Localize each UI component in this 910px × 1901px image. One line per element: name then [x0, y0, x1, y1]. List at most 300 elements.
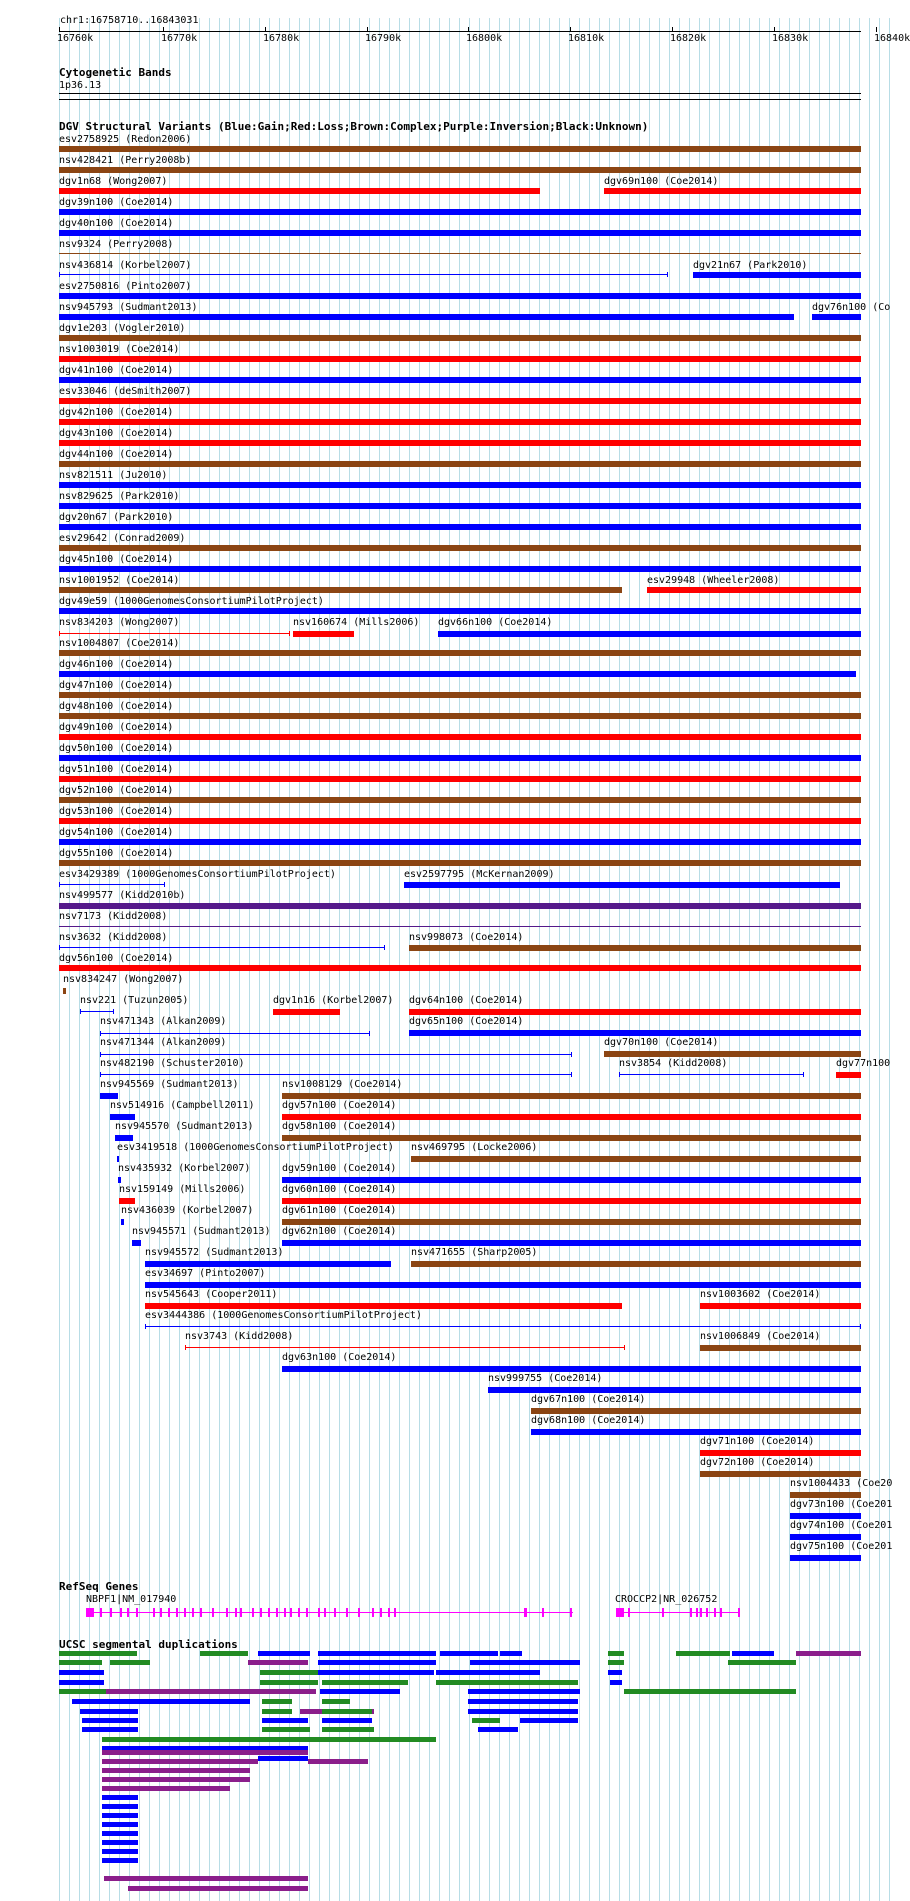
dgv-feature-label[interactable]: dgv49e59 (1000GenomesConsortiumPilotProject): [59, 596, 324, 607]
dgv-feature-label[interactable]: nsv834203 (Wong2007): [59, 617, 180, 628]
dgv-feature-label[interactable]: nsv471655 (Sharp2005): [411, 1247, 538, 1258]
gene-exon[interactable]: [235, 1608, 237, 1617]
dgv-feature-label[interactable]: nsv1006849 (Coe2014): [700, 1331, 821, 1342]
dgv-feature-label[interactable]: dgv47n100 (Coe2014): [59, 680, 174, 691]
segdup-block[interactable]: [728, 1660, 796, 1665]
dgv-feature-line[interactable]: [59, 884, 165, 885]
segdup-block[interactable]: [262, 1709, 292, 1714]
segdup-block[interactable]: [318, 1651, 436, 1656]
dgv-feature-bar[interactable]: [59, 398, 861, 404]
dgv-feature-label[interactable]: nsv3743 (Kidd2008): [185, 1331, 294, 1342]
gene-exon[interactable]: [662, 1608, 664, 1617]
gene-exon[interactable]: [160, 1608, 162, 1617]
dgv-feature-bar[interactable]: [59, 440, 861, 446]
dgv-feature-bar[interactable]: [59, 818, 861, 824]
dgv-feature-label[interactable]: nsv436039 (Korbel2007): [121, 1205, 254, 1216]
dgv-feature-bar[interactable]: [531, 1408, 861, 1414]
dgv-feature-label[interactable]: nsv998073 (Coe2014): [409, 932, 524, 943]
dgv-feature-bar[interactable]: [59, 545, 861, 551]
dgv-feature-label[interactable]: dgv74n100 (Coe201: [790, 1520, 893, 1531]
dgv-feature-label[interactable]: nsv160674 (Mills2006): [293, 617, 420, 628]
segdup-block[interactable]: [59, 1680, 104, 1685]
dgv-feature-bar[interactable]: [100, 1093, 118, 1099]
dgv-feature-bar[interactable]: [117, 1156, 119, 1162]
dgv-feature-bar[interactable]: [488, 1387, 861, 1393]
dgv-feature-label[interactable]: nsv482190 (Schuster2010): [100, 1058, 245, 1069]
dgv-feature-label[interactable]: dgv45n100 (Coe2014): [59, 554, 174, 565]
dgv-feature-bar[interactable]: [59, 314, 794, 320]
segdup-block[interactable]: [262, 1727, 310, 1732]
segdup-block[interactable]: [102, 1831, 138, 1836]
gene-exon[interactable]: [127, 1608, 129, 1617]
dgv-feature-bar[interactable]: [282, 1093, 861, 1099]
dgv-feature-label[interactable]: dgv53n100 (Coe2014): [59, 806, 174, 817]
gene-label-nbpf1[interactable]: NBPF1|NM_017940: [86, 1594, 177, 1605]
dgv-feature-label[interactable]: esv2758925 (Redon2006): [59, 134, 192, 145]
dgv-feature-bar[interactable]: [59, 797, 861, 803]
dgv-feature-bar[interactable]: [59, 230, 861, 236]
dgv-feature-label[interactable]: esv29948 (Wheeler2008): [647, 575, 780, 586]
segdup-block[interactable]: [624, 1689, 796, 1694]
segdup-block[interactable]: [320, 1689, 400, 1694]
segdup-block[interactable]: [128, 1886, 308, 1891]
dgv-feature-label[interactable]: nsv436814 (Korbel2007): [59, 260, 192, 271]
segdup-block[interactable]: [472, 1718, 500, 1723]
dgv-feature-label[interactable]: dgv1e203 (Vogler2010): [59, 323, 186, 334]
gene-exon[interactable]: [380, 1608, 382, 1617]
gene-exon[interactable]: [100, 1608, 102, 1617]
dgv-feature-label[interactable]: nsv1003602 (Coe2014): [700, 1289, 821, 1300]
gene-exon[interactable]: [372, 1608, 374, 1617]
dgv-feature-bar[interactable]: [59, 671, 856, 677]
gene-exon[interactable]: [260, 1608, 262, 1617]
segdup-block[interactable]: [478, 1727, 518, 1732]
dgv-feature-bar[interactable]: [836, 1072, 861, 1078]
dgv-feature-bar[interactable]: [282, 1240, 861, 1246]
gene-exon[interactable]: [542, 1608, 544, 1617]
gene-exon[interactable]: [192, 1608, 194, 1617]
segdup-block[interactable]: [80, 1709, 138, 1714]
dgv-feature-bar[interactable]: [790, 1513, 861, 1519]
segdup-block[interactable]: [608, 1651, 624, 1656]
dgv-feature-label[interactable]: dgv70n100 (Coe2014): [604, 1037, 719, 1048]
dgv-feature-label[interactable]: dgv51n100 (Coe2014): [59, 764, 174, 775]
gene-exon[interactable]: [358, 1608, 360, 1617]
segdup-block[interactable]: [102, 1858, 138, 1863]
segdup-block[interactable]: [102, 1813, 138, 1818]
dgv-feature-label[interactable]: nsv1001952 (Coe2014): [59, 575, 180, 586]
segdup-block[interactable]: [322, 1699, 350, 1704]
dgv-feature-bar[interactable]: [531, 1429, 861, 1435]
dgv-feature-bar[interactable]: [700, 1471, 861, 1477]
dgv-feature-label[interactable]: esv33046 (deSmith2007): [59, 386, 192, 397]
gene-exon[interactable]: [120, 1608, 122, 1617]
segdup-block[interactable]: [322, 1727, 374, 1732]
dgv-feature-label[interactable]: dgv66n100 (Coe2014): [438, 617, 553, 628]
gene-exon[interactable]: [706, 1608, 708, 1617]
segdup-block[interactable]: [102, 1786, 230, 1791]
gene-exon[interactable]: [268, 1608, 270, 1617]
segdup-block[interactable]: [102, 1804, 138, 1809]
gene-exon[interactable]: [628, 1608, 630, 1617]
dgv-feature-bar[interactable]: [411, 1261, 861, 1267]
dgv-feature-label[interactable]: dgv54n100 (Coe2014): [59, 827, 174, 838]
dgv-feature-bar[interactable]: [273, 1009, 340, 1015]
dgv-feature-label[interactable]: dgv76n100 (Co: [812, 302, 891, 313]
gene-exon[interactable]: [318, 1608, 320, 1617]
dgv-feature-label[interactable]: dgv58n100 (Coe2014): [282, 1121, 397, 1132]
dgv-feature-bar[interactable]: [59, 524, 861, 530]
gene-exon[interactable]: [346, 1608, 348, 1617]
dgv-feature-label[interactable]: dgv63n100 (Coe2014): [282, 1352, 397, 1363]
dgv-feature-label[interactable]: nsv428421 (Perry2008b): [59, 155, 192, 166]
gene-exon[interactable]: [524, 1608, 527, 1617]
dgv-feature-bar[interactable]: [59, 209, 861, 215]
segdup-block[interactable]: [468, 1699, 578, 1704]
segdup-block[interactable]: [260, 1670, 318, 1675]
dgv-feature-label[interactable]: dgv64n100 (Coe2014): [409, 995, 524, 1006]
dgv-feature-bar[interactable]: [59, 587, 622, 593]
segdup-block[interactable]: [796, 1651, 861, 1656]
dgv-feature-label[interactable]: dgv1n16 (Korbel2007): [273, 995, 394, 1006]
segdup-block[interactable]: [106, 1689, 316, 1694]
dgv-feature-label[interactable]: dgv57n100 (Coe2014): [282, 1100, 397, 1111]
dgv-feature-bar[interactable]: [59, 419, 861, 425]
gene-exon[interactable]: [388, 1608, 390, 1617]
segdup-block[interactable]: [262, 1699, 292, 1704]
dgv-feature-bar[interactable]: [700, 1450, 861, 1456]
segdup-block[interactable]: [102, 1849, 138, 1854]
dgv-feature-label[interactable]: nsv1004433 (Coe20: [790, 1478, 893, 1489]
dgv-feature-line[interactable]: [100, 1054, 572, 1055]
segdup-block[interactable]: [102, 1750, 308, 1755]
dgv-feature-label[interactable]: dgv60n100 (Coe2014): [282, 1184, 397, 1195]
gene-exon[interactable]: [212, 1608, 214, 1617]
segdup-block[interactable]: [102, 1777, 250, 1782]
dgv-feature-bar[interactable]: [145, 1282, 861, 1288]
segdup-block[interactable]: [59, 1670, 104, 1675]
gene-exon[interactable]: [176, 1608, 178, 1617]
dgv-feature-label[interactable]: dgv48n100 (Coe2014): [59, 701, 174, 712]
dgv-feature-bar[interactable]: [409, 945, 861, 951]
dgv-feature-label[interactable]: esv29642 (Conrad2009): [59, 533, 186, 544]
dgv-feature-bar[interactable]: [59, 965, 861, 971]
dgv-feature-bar[interactable]: [59, 713, 861, 719]
dgv-feature-label[interactable]: dgv1n68 (Wong2007): [59, 176, 168, 187]
dgv-feature-label[interactable]: dgv68n100 (Coe2014): [531, 1415, 646, 1426]
segdup-block[interactable]: [72, 1699, 250, 1704]
dgv-feature-bar[interactable]: [145, 1261, 391, 1267]
dgv-feature-bar[interactable]: [59, 903, 861, 909]
dgv-feature-bar[interactable]: [604, 1051, 861, 1057]
dgv-feature-line[interactable]: [59, 926, 861, 927]
dgv-feature-label[interactable]: dgv77n100: [836, 1058, 891, 1069]
dgv-feature-label[interactable]: dgv41n100 (Coe2014): [59, 365, 174, 376]
gene-exon[interactable]: [324, 1608, 326, 1617]
gene-exon[interactable]: [298, 1608, 300, 1617]
dgv-feature-label[interactable]: dgv65n100 (Coe2014): [409, 1016, 524, 1027]
dgv-feature-label[interactable]: esv34697 (Pinto2007): [145, 1268, 266, 1279]
dgv-feature-bar[interactable]: [59, 839, 861, 845]
dgv-feature-bar[interactable]: [115, 1135, 133, 1141]
dgv-feature-label[interactable]: dgv73n100 (Coe201: [790, 1499, 893, 1510]
dgv-feature-bar[interactable]: [59, 776, 861, 782]
dgv-feature-label[interactable]: nsv1008129 (Coe2014): [282, 1079, 403, 1090]
cytoband-label[interactable]: 1p36.13: [59, 80, 102, 91]
gene-exon[interactable]: [276, 1608, 278, 1617]
dgv-feature-label[interactable]: dgv56n100 (Coe2014): [59, 953, 174, 964]
dgv-feature-label[interactable]: nsv1004807 (Coe2014): [59, 638, 180, 649]
gene-exon[interactable]: [184, 1608, 186, 1617]
dgv-feature-bar[interactable]: [293, 631, 354, 637]
dgv-feature-bar[interactable]: [282, 1219, 861, 1225]
segdup-block[interactable]: [262, 1718, 308, 1723]
dgv-feature-line[interactable]: [185, 1347, 625, 1348]
dgv-feature-label[interactable]: dgv55n100 (Coe2014): [59, 848, 174, 859]
dgv-feature-line[interactable]: [59, 274, 668, 275]
dgv-feature-label[interactable]: dgv43n100 (Coe2014): [59, 428, 174, 439]
dgv-feature-bar[interactable]: [409, 1009, 861, 1015]
gene-exon[interactable]: [720, 1608, 722, 1617]
segdup-block[interactable]: [200, 1651, 248, 1656]
dgv-feature-bar[interactable]: [119, 1198, 135, 1204]
dgv-feature-bar[interactable]: [118, 1177, 121, 1183]
gene-exon[interactable]: [690, 1608, 692, 1617]
dgv-feature-bar[interactable]: [409, 1030, 861, 1036]
segdup-block[interactable]: [258, 1651, 310, 1656]
dgv-feature-bar[interactable]: [59, 293, 861, 299]
segdup-block[interactable]: [102, 1759, 258, 1764]
gene-exon[interactable]: [394, 1608, 396, 1617]
dgv-feature-bar[interactable]: [812, 314, 861, 320]
dgv-feature-bar[interactable]: [790, 1555, 861, 1561]
dgv-feature-bar[interactable]: [282, 1366, 861, 1372]
gene-exon[interactable]: [334, 1608, 336, 1617]
segdup-block[interactable]: [102, 1768, 250, 1773]
dgv-feature-bar[interactable]: [59, 566, 861, 572]
segdup-block[interactable]: [322, 1709, 372, 1714]
segdup-block[interactable]: [82, 1727, 138, 1732]
dgv-feature-label[interactable]: esv3429389 (1000GenomesConsortiumPilotProject): [59, 869, 336, 880]
dgv-feature-label[interactable]: nsv499577 (Kidd2010b): [59, 890, 186, 901]
dgv-feature-line[interactable]: [100, 1033, 370, 1034]
dgv-feature-bar[interactable]: [59, 188, 540, 194]
segdup-block[interactable]: [520, 1718, 578, 1723]
dgv-feature-bar[interactable]: [647, 587, 861, 593]
dgv-feature-label[interactable]: nsv545643 (Cooper2011): [145, 1289, 278, 1300]
gene-exon[interactable]: [616, 1608, 624, 1617]
segdup-block[interactable]: [608, 1660, 624, 1665]
gene-exon[interactable]: [153, 1608, 155, 1617]
dgv-feature-bar[interactable]: [59, 734, 861, 740]
dgv-feature-bar[interactable]: [700, 1303, 861, 1309]
segdup-block[interactable]: [322, 1718, 372, 1723]
segdup-block[interactable]: [468, 1709, 578, 1714]
dgv-feature-label[interactable]: dgv72n100 (Coe2014): [700, 1457, 815, 1468]
gene-exon[interactable]: [696, 1608, 698, 1617]
gene-exon[interactable]: [714, 1608, 716, 1617]
dgv-feature-bar[interactable]: [59, 482, 861, 488]
dgv-feature-label[interactable]: nsv3854 (Kidd2008): [619, 1058, 728, 1069]
dgv-feature-label[interactable]: nsv834247 (Wong2007): [63, 974, 184, 985]
dgv-feature-bar[interactable]: [59, 167, 861, 173]
segdup-block[interactable]: [59, 1651, 137, 1656]
segdup-block[interactable]: [110, 1660, 150, 1665]
dgv-feature-label[interactable]: dgv21n67 (Park2010): [693, 260, 808, 271]
segdup-block[interactable]: [318, 1660, 436, 1665]
dgv-feature-label[interactable]: nsv159149 (Mills2006): [119, 1184, 246, 1195]
dgv-feature-line[interactable]: [619, 1074, 804, 1075]
gene-exon[interactable]: [110, 1608, 112, 1617]
dgv-feature-bar[interactable]: [59, 608, 861, 614]
dgv-feature-bar[interactable]: [59, 755, 861, 761]
dgv-feature-bar[interactable]: [404, 882, 840, 888]
gene-exon[interactable]: [252, 1608, 254, 1617]
dgv-feature-label[interactable]: dgv40n100 (Coe2014): [59, 218, 174, 229]
dgv-feature-label[interactable]: esv2597795 (McKernan2009): [404, 869, 555, 880]
dgv-feature-bar[interactable]: [59, 377, 861, 383]
gene-exon[interactable]: [168, 1608, 170, 1617]
dgv-feature-label[interactable]: dgv59n100 (Coe2014): [282, 1163, 397, 1174]
dgv-feature-label[interactable]: nsv471343 (Alkan2009): [100, 1016, 227, 1027]
gene-exon[interactable]: [570, 1608, 572, 1617]
dgv-feature-label[interactable]: nsv821511 (Ju2010): [59, 470, 168, 481]
dgv-feature-bar[interactable]: [59, 692, 861, 698]
dgv-feature-label[interactable]: dgv49n100 (Coe2014): [59, 722, 174, 733]
dgv-feature-label[interactable]: esv3444386 (1000GenomesConsortiumPilotProject): [145, 1310, 422, 1321]
dgv-feature-line[interactable]: [59, 947, 385, 948]
dgv-feature-label[interactable]: nsv469795 (Locke2006): [411, 1142, 538, 1153]
gene-exon[interactable]: [136, 1608, 138, 1617]
dgv-feature-line[interactable]: [100, 1074, 572, 1075]
dgv-feature-label[interactable]: dgv71n100 (Coe2014): [700, 1436, 815, 1447]
dgv-feature-label[interactable]: nsv945572 (Sudmant2013): [145, 1247, 284, 1258]
dgv-feature-bar[interactable]: [63, 988, 66, 994]
dgv-feature-label[interactable]: nsv7173 (Kidd2008): [59, 911, 168, 922]
dgv-feature-bar[interactable]: [438, 631, 861, 637]
dgv-feature-label[interactable]: nsv829625 (Park2010): [59, 491, 180, 502]
gene-label-croccp2[interactable]: CROCCP2|NR_026752: [615, 1594, 718, 1605]
dgv-feature-bar[interactable]: [700, 1345, 861, 1351]
dgv-feature-bar[interactable]: [411, 1156, 861, 1162]
dgv-feature-label[interactable]: dgv67n100 (Coe2014): [531, 1394, 646, 1405]
dgv-feature-label[interactable]: esv3419518 (1000GenomesConsortiumPilotProject): [117, 1142, 394, 1153]
segdup-block[interactable]: [676, 1651, 730, 1656]
dgv-feature-bar[interactable]: [59, 503, 861, 509]
dgv-feature-line[interactable]: [80, 1011, 114, 1012]
dgv-feature-bar[interactable]: [282, 1198, 861, 1204]
segdup-block[interactable]: [468, 1689, 580, 1694]
dgv-feature-label[interactable]: esv2750816 (Pinto2007): [59, 281, 192, 292]
segdup-block[interactable]: [260, 1680, 318, 1685]
dgv-feature-label[interactable]: dgv61n100 (Coe2014): [282, 1205, 397, 1216]
gene-exon[interactable]: [240, 1608, 242, 1617]
dgv-feature-label[interactable]: dgv20n67 (Park2010): [59, 512, 174, 523]
segdup-block[interactable]: [732, 1651, 774, 1656]
dgv-feature-label[interactable]: nsv514916 (Campbell2011): [110, 1100, 255, 1111]
dgv-feature-bar[interactable]: [282, 1114, 861, 1120]
dgv-feature-line[interactable]: [145, 1326, 861, 1327]
segdup-block[interactable]: [436, 1670, 540, 1675]
dgv-feature-line[interactable]: [59, 633, 290, 634]
dgv-feature-label[interactable]: dgv46n100 (Coe2014): [59, 659, 174, 670]
dgv-feature-bar[interactable]: [132, 1240, 141, 1246]
segdup-block[interactable]: [102, 1840, 138, 1845]
segdup-block[interactable]: [308, 1759, 368, 1764]
dgv-feature-bar[interactable]: [121, 1219, 124, 1225]
dgv-feature-bar[interactable]: [59, 461, 861, 467]
segdup-block[interactable]: [436, 1680, 578, 1685]
dgv-feature-bar[interactable]: [59, 356, 861, 362]
dgv-feature-bar[interactable]: [59, 650, 861, 656]
dgv-feature-bar[interactable]: [282, 1135, 861, 1141]
gene-exon[interactable]: [200, 1608, 202, 1617]
dgv-feature-label[interactable]: nsv945793 (Sudmant2013): [59, 302, 198, 313]
dgv-feature-label[interactable]: nsv471344 (Alkan2009): [100, 1037, 227, 1048]
dgv-feature-label[interactable]: dgv39n100 (Coe2014): [59, 197, 174, 208]
dgv-feature-bar[interactable]: [59, 146, 861, 152]
segdup-block[interactable]: [318, 1670, 434, 1675]
segdup-block[interactable]: [102, 1822, 138, 1827]
dgv-feature-label[interactable]: nsv1003019 (Coe2014): [59, 344, 180, 355]
dgv-feature-bar[interactable]: [145, 1303, 622, 1309]
dgv-feature-bar[interactable]: [59, 860, 861, 866]
dgv-feature-label[interactable]: nsv3632 (Kidd2008): [59, 932, 168, 943]
segdup-block[interactable]: [258, 1756, 308, 1761]
segdup-block[interactable]: [102, 1737, 436, 1742]
dgv-feature-bar[interactable]: [59, 335, 861, 341]
segdup-block[interactable]: [322, 1680, 408, 1685]
dgv-feature-label[interactable]: dgv62n100 (Coe2014): [282, 1226, 397, 1237]
dgv-feature-bar[interactable]: [110, 1114, 135, 1120]
segdup-block[interactable]: [248, 1660, 308, 1665]
dgv-feature-line[interactable]: [59, 253, 861, 254]
segdup-block[interactable]: [470, 1660, 580, 1665]
dgv-feature-label[interactable]: nsv435932 (Korbel2007): [118, 1163, 251, 1174]
gene-exon[interactable]: [86, 1608, 94, 1617]
dgv-feature-label[interactable]: nsv9324 (Perry2008): [59, 239, 174, 250]
dgv-feature-label[interactable]: nsv221 (Tuzun2005): [80, 995, 189, 1006]
gene-exon[interactable]: [306, 1608, 308, 1617]
segdup-block[interactable]: [59, 1689, 106, 1694]
segdup-block[interactable]: [610, 1680, 622, 1685]
dgv-feature-label[interactable]: dgv44n100 (Coe2014): [59, 449, 174, 460]
gene-exon[interactable]: [290, 1608, 292, 1617]
dgv-feature-label[interactable]: dgv69n100 (Coe2014): [604, 176, 719, 187]
dgv-feature-bar[interactable]: [604, 188, 861, 194]
dgv-feature-bar[interactable]: [282, 1177, 861, 1183]
gene-exon[interactable]: [738, 1608, 740, 1617]
segdup-block[interactable]: [440, 1651, 498, 1656]
dgv-feature-bar[interactable]: [693, 272, 861, 278]
gene-exon[interactable]: [700, 1608, 702, 1617]
dgv-feature-bar[interactable]: [790, 1492, 861, 1498]
dgv-feature-label[interactable]: nsv945570 (Sudmant2013): [115, 1121, 254, 1132]
dgv-feature-label[interactable]: nsv999755 (Coe2014): [488, 1373, 603, 1384]
segdup-block[interactable]: [500, 1651, 522, 1656]
segdup-block[interactable]: [104, 1876, 308, 1881]
gene-exon[interactable]: [284, 1608, 286, 1617]
dgv-feature-label[interactable]: dgv42n100 (Coe2014): [59, 407, 174, 418]
dgv-feature-label[interactable]: dgv75n100 (Coe201: [790, 1541, 893, 1552]
dgv-feature-label[interactable]: nsv945569 (Sudmant2013): [100, 1079, 239, 1090]
segdup-block[interactable]: [82, 1718, 138, 1723]
segdup-block[interactable]: [102, 1795, 138, 1800]
gene-exon[interactable]: [226, 1608, 228, 1617]
segdup-block[interactable]: [59, 1660, 102, 1665]
dgv-feature-label[interactable]: nsv945571 (Sudmant2013): [132, 1226, 271, 1237]
dgv-feature-label[interactable]: dgv50n100 (Coe2014): [59, 743, 174, 754]
